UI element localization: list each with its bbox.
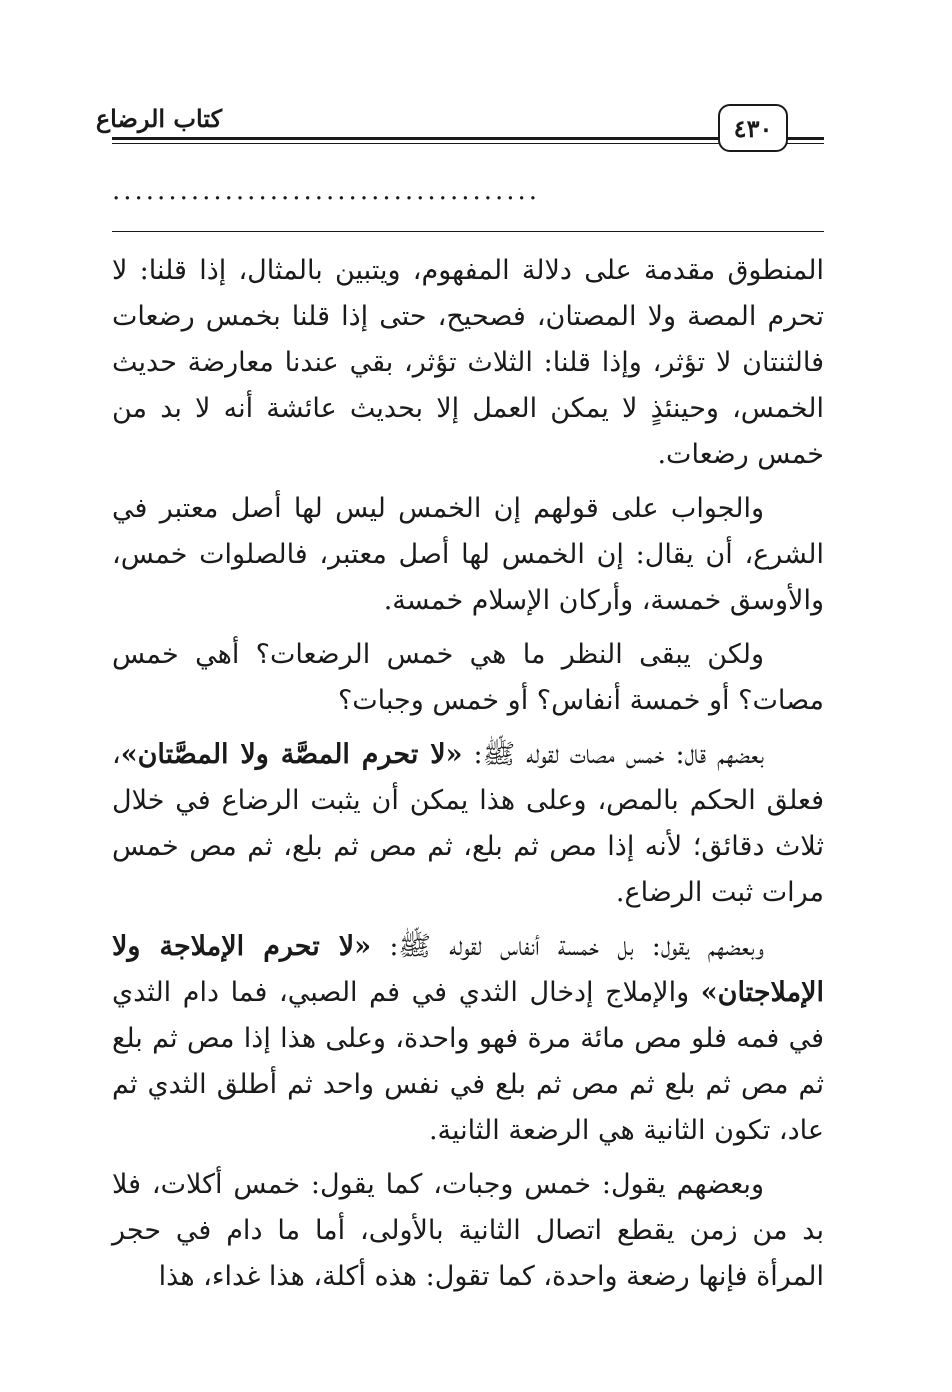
paragraph-5-intro: وبعضهم يقول: بل خمسة أنفاس لقوله ﷺ: — [371, 931, 765, 962]
paragraph-3: ولكن يبقى النظر ما هي خمس الرضعات؟ أهي خمس مصات؟ أو خمسة أنفاس؟ أو خمس وجبات؟ — [112, 639, 824, 716]
paragraph-2: والجواب على قولهم إن الخمس ليس لها أصل معتبر في الشرع، أن يقال: إن الخمس لها أصل معتبر، فالصلوات خمس، والأوسق خمسة، وأركان الإسلام خمسة. — [112, 493, 824, 616]
paragraph-4-rest: ، فعلق الحكم بالمص، وعلى هذا يمكن أن يثبت الرضاع في خلال ثلاث دقائق؛ لأنه إذا مص ثم بلع، ثم مص ثم بلع، ثم مص خمس مرات ثبت الرضاع. — [112, 739, 824, 908]
paragraph-5-rest: والإملاج إدخال الثدي في فم الصبي، فما دام الثدي في فمه فلو مص مائة مرة فهو واحدة، وعلى هذا إذا مص ثم بلع ثم مص ثم بلع ثم مص ثم بلع في نفس واحد ثم أطلق الثدي ثم عاد، تكون الثانية هي الرضعة الثانية. — [112, 977, 824, 1146]
hadith-quote-1: «لا تحرم المصَّة ولا المصَّتان» — [120, 739, 463, 770]
separator-line — [112, 231, 824, 232]
ellipsis-row: ...................................... — [112, 176, 541, 206]
paragraph-6: وبعضهم يقول: خمس وجبات، كما يقول: خمس أكلات، فلا بد من زمن يقطع اتصال الثانية بالأولى، أما ما دام في حجر المرأة فإنها رضعة واحدة، كما تقول: هذه أكلة، هذا غداء، هذا — [112, 1169, 824, 1292]
book-title: كتاب الرضاع — [92, 104, 226, 133]
paragraph-5 — [112, 924, 824, 1154]
page-body — [112, 248, 824, 1308]
paragraph-1: المنطوق مقدمة على دلالة المفهوم، ويتبين بالمثال، إذا قلنا: لا تحرم المصة ولا المصتان، فصحيح، حتى إذا قلنا بخمس رضعات فالثنتان لا تؤثر، وإذا قلنا: الثلاث تؤثر، بقي عندنا معارضة حديث الخمس، وحينئذٍ لا يمكن العمل إلا بحديث عائشة أنه لا بد من خمس رضعات. — [112, 255, 824, 470]
paragraph-4 — [112, 732, 824, 916]
page-number: ٤٣٠ — [718, 104, 788, 152]
paragraph-4-intro: بعضهم قال: خمس مصات لقوله ﷺ: — [462, 739, 764, 770]
header-rule-thin — [112, 143, 824, 144]
hadith-quote-2: «لا تحرم الإملاجة ولا الإملاجتان» — [112, 931, 824, 1008]
